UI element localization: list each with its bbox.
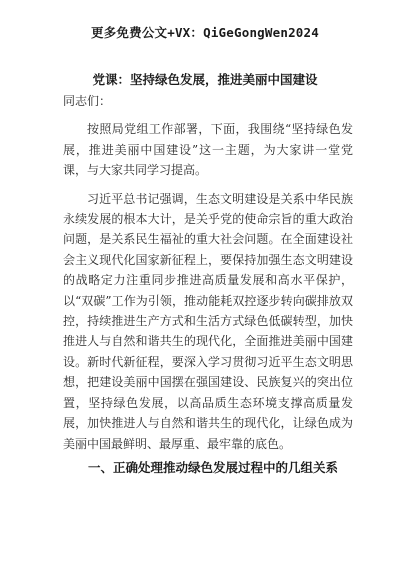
paragraph-intro: 按照局党组工作部署，下面，我围绕“坚持绿色发展，推进美丽中国建设”这一主题，为大家讲一堂党课，与大家共同学习提高。 — [63, 122, 353, 178]
document-body — [63, 91, 353, 454]
paragraph-main: 习近平总书记强调，生态文明建设是关系中华民族永续发展的根本大计，是关乎党的使命宗旨的重大政治问题，是关系民生福祉的重大社会问题。在全面建设社会主义现代化国家新征程上，要保持加强生态文明建设的战略定力注重同步推进高质量发展和高水平保护，以“双碳”工作为引领，推动能耗双控逐步转向碳排放双控，持续推进生产方式和生活方式绿色低碳转型，加快推进人与自然和谐共生的现代化，全面推进美丽中国建设。新时代新征程，要深入学习贯彻习近平生态文明思想，把建设美丽中国摆在强国建设、民族复兴的突出位置，坚持绿色发展，以高品质生态环境支撑高质量发展，加快推进人与自然和谐共生的现代化，让绿色成为美丽中国最鲜明、最厚重、最牢靠的底色。 — [63, 191, 353, 451]
paragraph-gap — [63, 111, 353, 119]
paragraph-gap — [63, 181, 353, 189]
document-title: 党课：坚持绿色发展，推进美丽中国建设 — [92, 72, 318, 87]
salutation: 同志们： — [63, 94, 112, 108]
section-heading: 一、正确处理推动绿色发展过程中的几组关系 — [88, 460, 339, 475]
page-header: 更多免费公文+VX：QiGeGongWen2024 — [91, 25, 319, 40]
